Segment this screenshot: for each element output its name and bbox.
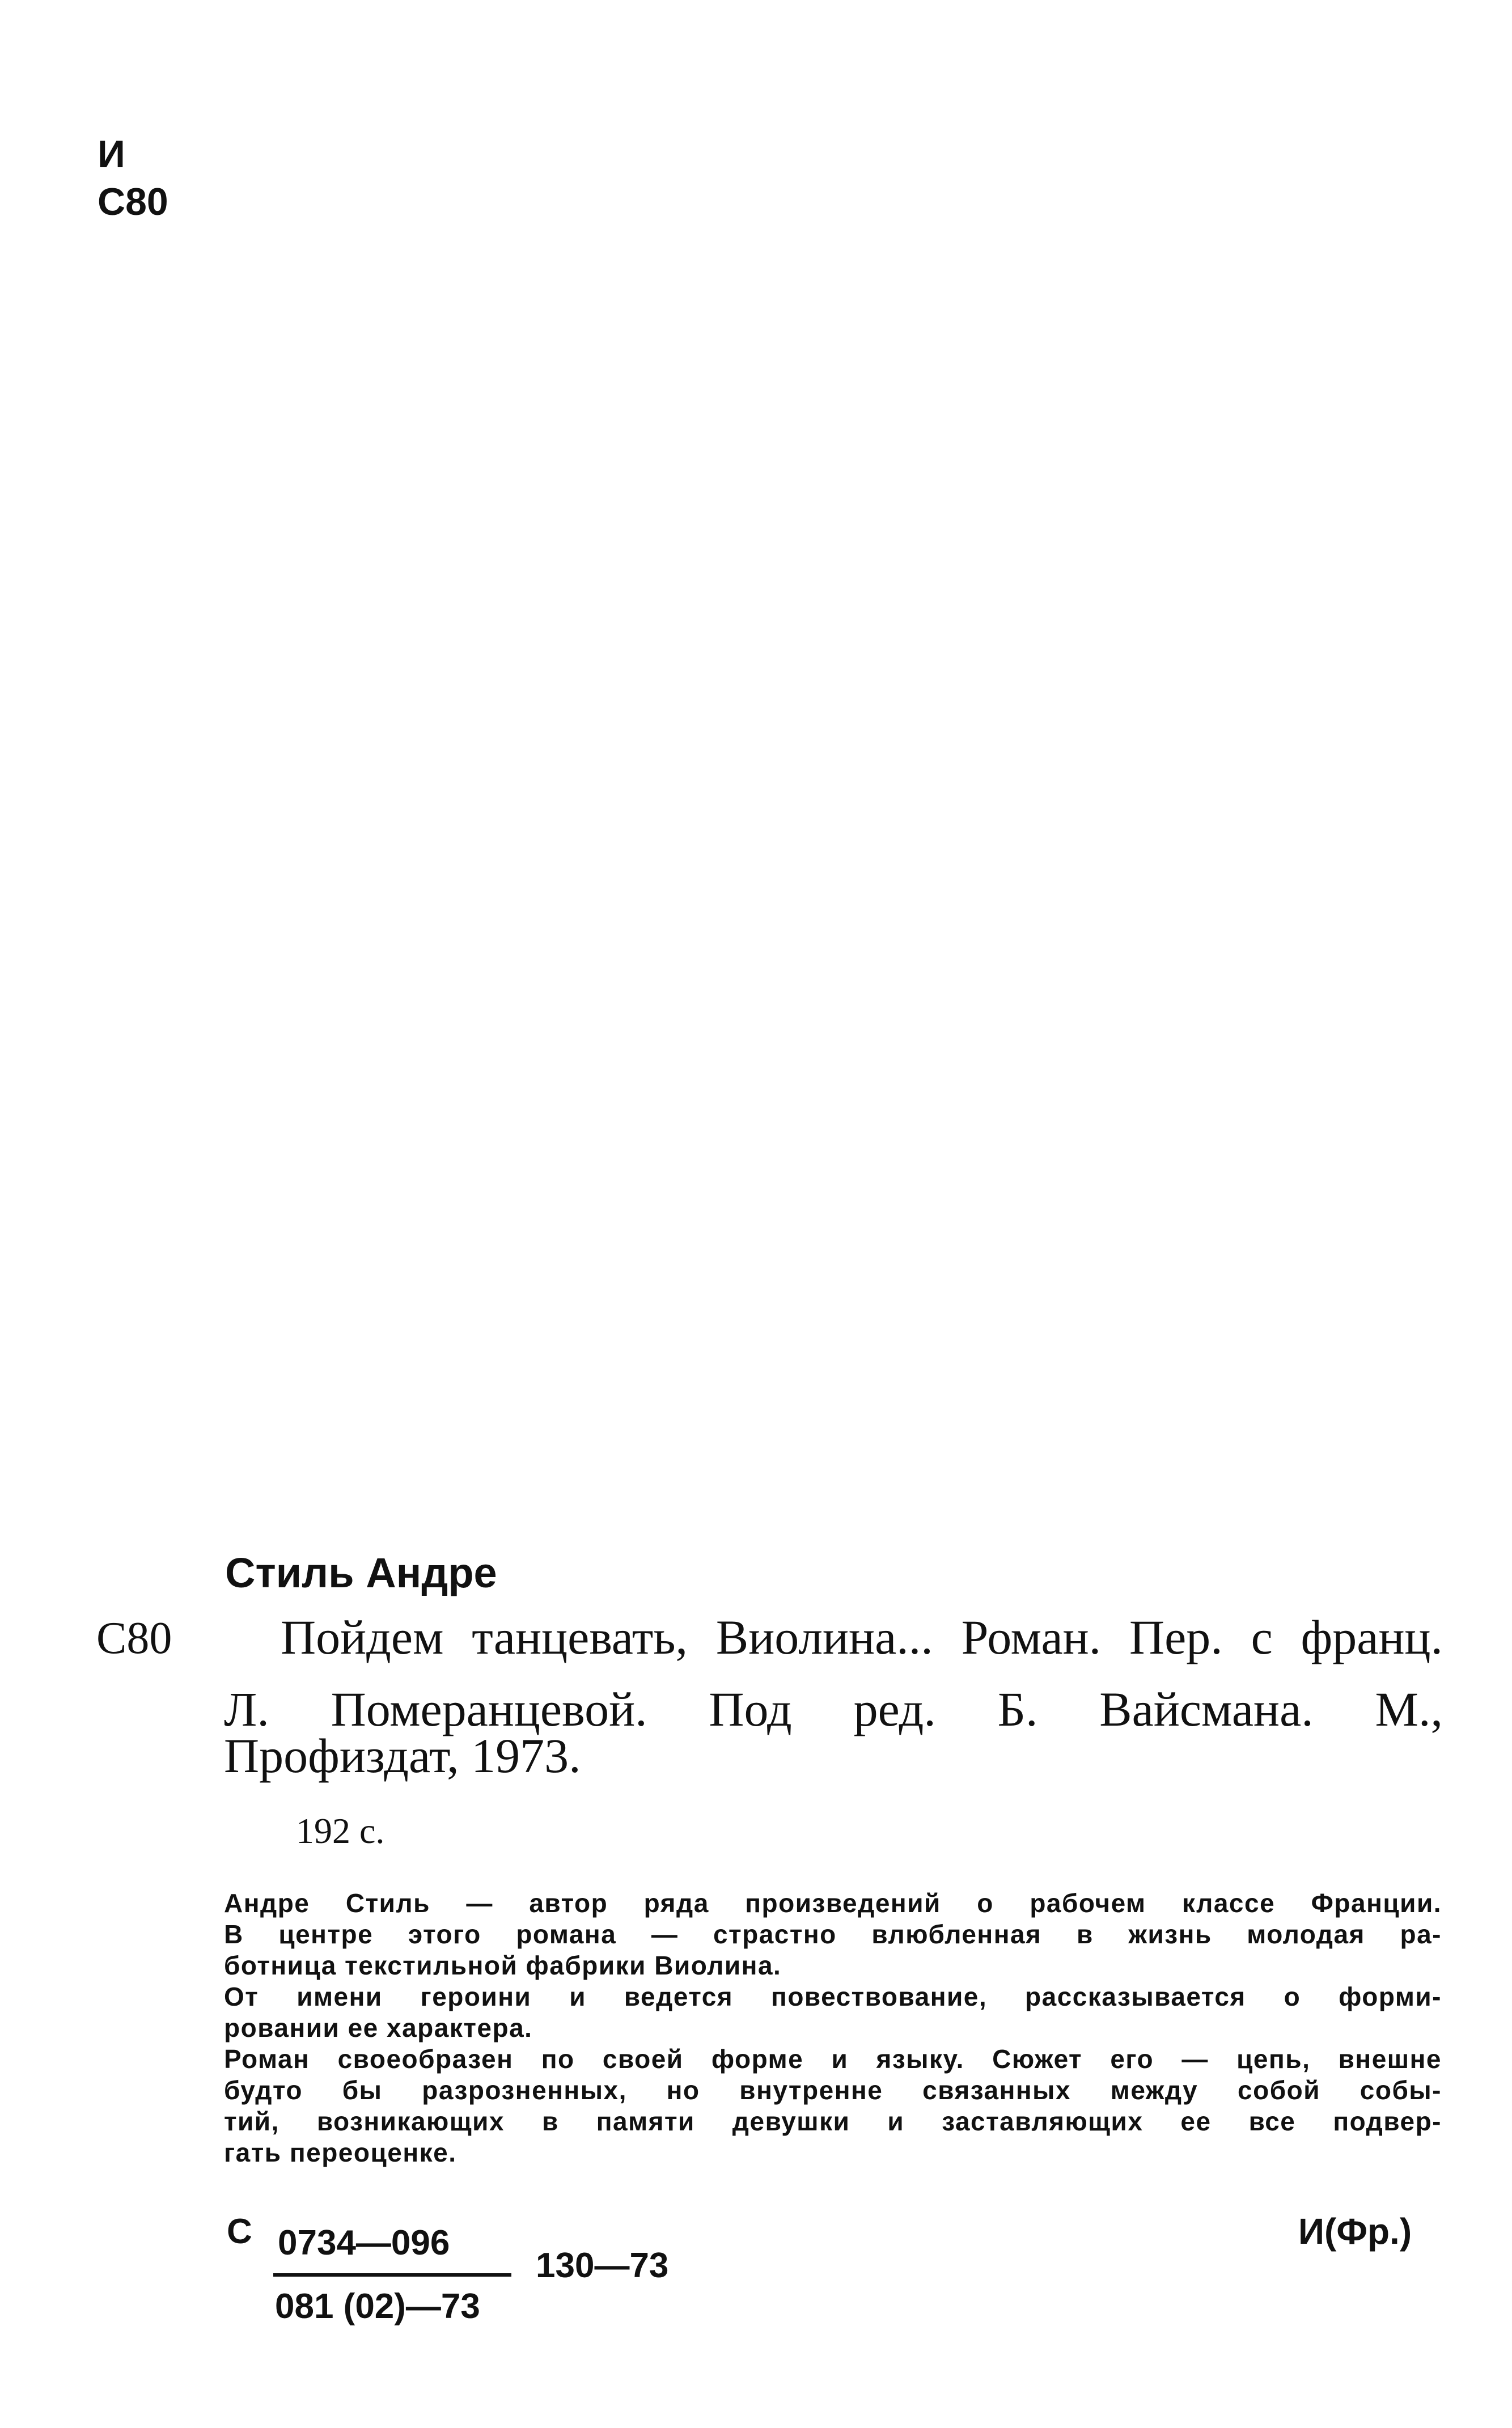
annotation — [224, 1888, 1442, 2168]
annotation-line: Андре Стиль — автор ряда произведений о рабочем классе Франции. — [224, 1888, 1442, 1918]
index-denominator: 081 (02)—73 — [275, 2287, 480, 2326]
annotation-line: Роман своеобразен по своей форме и языку. Сюжет его — цепь, внешне — [224, 2044, 1442, 2074]
index-classification: И(Фр.) — [1298, 2211, 1412, 2252]
annotation-line: будто бы разрозненных, но внутренне связанных между собой собы- — [224, 2075, 1442, 2105]
index-letter: С — [227, 2212, 252, 2251]
annotation-line: тий, возникающих в памяти девушки и заставляющих ее все подвер- — [224, 2107, 1442, 2136]
annotation-line: гать переоценке. — [224, 2138, 457, 2167]
card-entry-code: С80 — [96, 1613, 172, 1663]
bibliographic-line-1: Пойдем танцевать, Виолина... Роман. Пер. с франц. — [281, 1610, 1443, 1664]
corner-class-mark: И — [98, 133, 125, 176]
fraction-rule — [273, 2273, 511, 2277]
bibliographic-line-2: Л. Померанцевой. Под ред. Б. Вайсмана. М., — [224, 1682, 1443, 1736]
index-extra-code: 130—73 — [536, 2246, 669, 2285]
page-count: 192 с. — [296, 1811, 385, 1851]
corner-author-code: С80 — [98, 180, 168, 223]
card-author: Стиль Андре — [225, 1549, 497, 1596]
annotation-line: От имени героини и ведется повествование, рассказывается о форми- — [224, 1982, 1442, 2011]
annotation-line: В центре этого романа — страстно влюбленная в жизнь молодая ра- — [224, 1919, 1442, 1949]
annotation-line: ровании ее характера. — [224, 2013, 533, 2043]
bibliographic-line-3: Профиздат, 1973. — [224, 1728, 581, 1783]
annotation-line: ботница текстильной фабрики Виолина. — [224, 1951, 782, 1980]
index-numerator: 0734—096 — [278, 2223, 450, 2262]
